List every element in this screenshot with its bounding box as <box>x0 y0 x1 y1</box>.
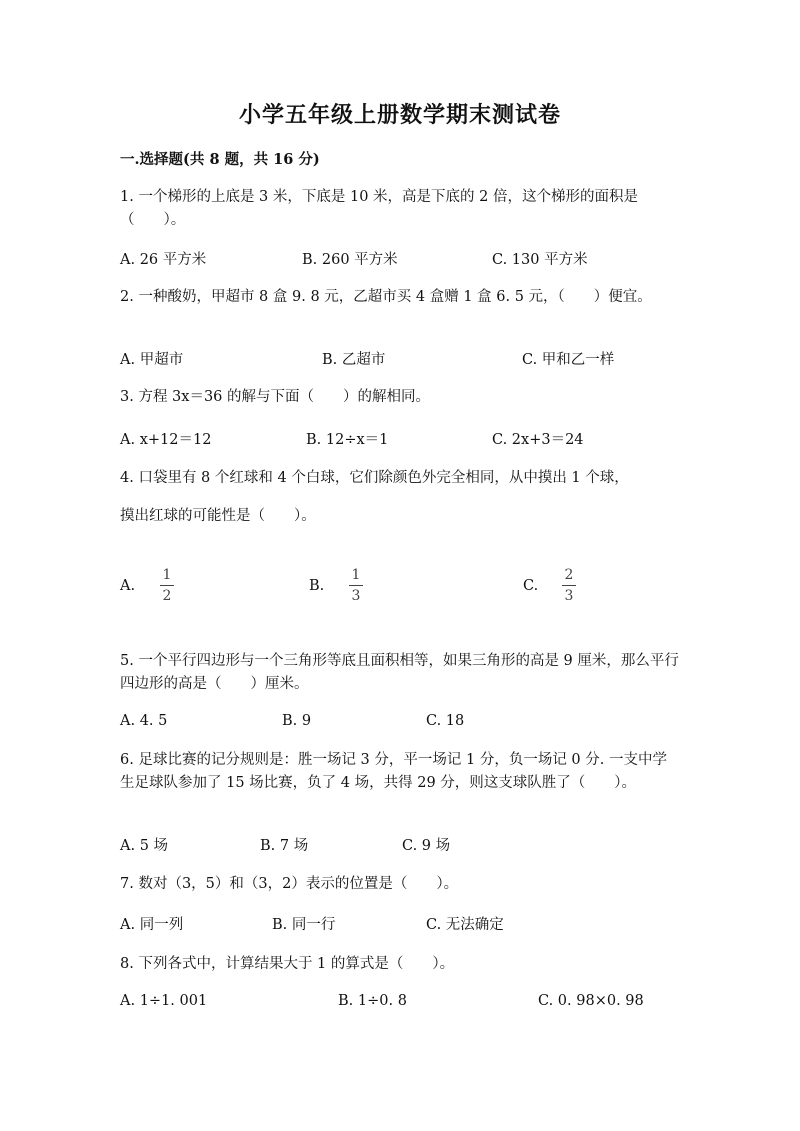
fraction-denominator: 3 <box>564 588 574 604</box>
option-c[interactable]: C. 甲和乙一样 <box>522 352 615 368</box>
question-7: 7. 数对（3，5）和（3，2）表示的位置是（ ）。 <box>120 876 459 892</box>
option-a[interactable]: A. 26 平方米 <box>120 252 207 268</box>
question-4-line-2: 摸出红球的可能性是（ ）。 <box>120 508 316 524</box>
question-6-options <box>120 834 700 858</box>
option-a-label[interactable]: A. <box>120 578 136 594</box>
question-5-options <box>120 713 700 737</box>
page-title: 小学五年级上册数学期末测试卷 <box>238 102 561 128</box>
option-b[interactable]: B. 9 <box>282 713 312 729</box>
question-7-options <box>120 913 700 937</box>
option-c[interactable]: C. 0. 98×0. 98 <box>538 993 644 1009</box>
option-a[interactable]: A. 4. 5 <box>120 713 168 729</box>
fraction-numerator: 1 <box>351 567 361 583</box>
question-4-line-1: 4. 口袋里有 8 个红球和 4 个白球，它们除颜色外完全相同，从中摸出 1 个球， <box>120 470 629 486</box>
question-1-options <box>120 248 700 272</box>
fraction-bar <box>160 585 174 586</box>
option-b[interactable]: B. 乙超市 <box>322 352 386 368</box>
question-2: 2. 一种酸奶，甲超市 8 盒 9. 8 元，乙超市买 4 盒赠 1 盒 6. 5 元，（ ）便宜。 <box>120 289 652 305</box>
option-b[interactable]: B. 260 平方米 <box>302 252 398 268</box>
option-c[interactable]: C. 2x+3＝24 <box>492 432 584 448</box>
option-a[interactable]: A. 1÷1. 001 <box>120 993 208 1009</box>
option-c-label[interactable]: C. <box>523 578 539 594</box>
question-5: 5. 一个平行四边形与一个三角形等底且面积相等，如果三角形的高是 9 厘米，那么平行四边形的高是（ ）厘米。 <box>120 653 679 692</box>
option-a[interactable]: A. 甲超市 <box>120 352 184 368</box>
option-a[interactable]: A. 同一列 <box>120 917 184 933</box>
option-b[interactable]: B. 12÷x＝1 <box>306 432 389 448</box>
option-c[interactable]: C. 130 平方米 <box>492 252 588 268</box>
question-2-options <box>120 348 700 372</box>
question-8-options <box>120 993 700 1017</box>
question-3: 3. 方程 3x＝36 的解与下面（ ）的解相同。 <box>120 389 431 405</box>
fraction-two-thirds[interactable] <box>562 566 576 605</box>
question-6: 6. 足球比赛的记分规则是：胜一场记 3 分，平一场记 1 分，负一场记 0 分. 一支中学生足球队参加了 15 场比赛，负了 4 场，共得 29 分，则这支球队胜了（ ）。 <box>120 752 667 791</box>
option-b[interactable]: B. 1÷0. 8 <box>338 993 407 1009</box>
option-b-label[interactable]: B. <box>309 578 325 594</box>
option-c[interactable]: C. 无法确定 <box>426 917 504 933</box>
question-8: 8. 下列各式中，计算结果大于 1 的算式是（ ）。 <box>120 956 455 972</box>
question-4-options <box>120 566 700 610</box>
question-3-options <box>120 428 700 452</box>
question-1: 1. 一个梯形的上底是 3 米，下底是 10 米，高是下底的 2 倍，这个梯形的面积是（ ）。 <box>120 189 638 228</box>
fraction-one-third[interactable] <box>349 566 363 605</box>
fraction-denominator: 3 <box>351 588 361 604</box>
option-c[interactable]: C. 9 场 <box>402 838 451 854</box>
fraction-numerator: 2 <box>564 567 574 583</box>
fraction-bar <box>349 585 363 586</box>
section-heading: 一.选择题(共 8 题，共 16 分) <box>120 151 320 168</box>
fraction-denominator: 2 <box>162 588 172 604</box>
fraction-one-half[interactable] <box>160 566 174 605</box>
option-a[interactable]: A. 5 场 <box>120 838 169 854</box>
option-b[interactable]: B. 同一行 <box>272 917 336 933</box>
option-a[interactable]: A. x+12＝12 <box>120 432 212 448</box>
fraction-numerator: 1 <box>162 567 172 583</box>
option-c[interactable]: C. 18 <box>426 713 465 729</box>
option-b[interactable]: B. 7 场 <box>260 838 309 854</box>
fraction-bar <box>562 585 576 586</box>
